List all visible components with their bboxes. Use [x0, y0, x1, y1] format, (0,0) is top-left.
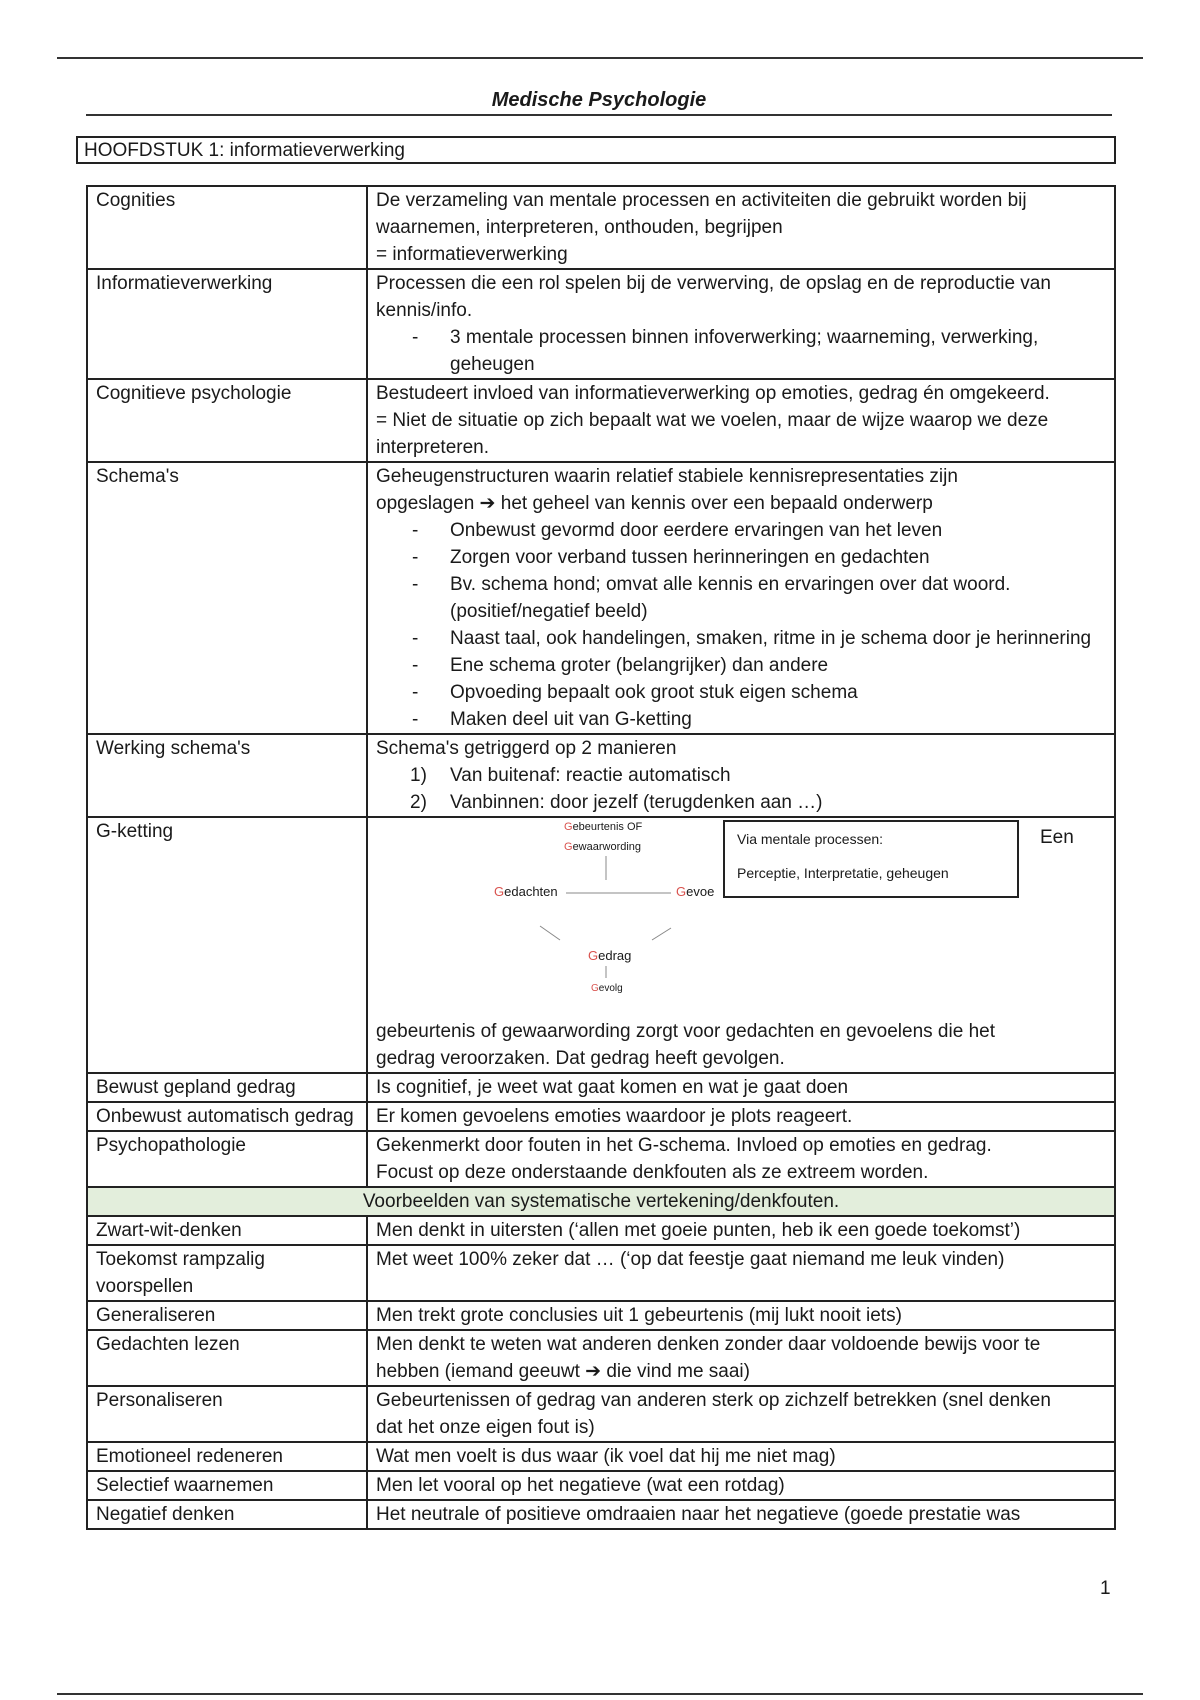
definitions-table [86, 185, 1116, 1530]
diagram-node-gedrag [588, 948, 631, 964]
list-item: - Bv. schema hond; omvat alle kennis en ervaringen over dat woord. (positief/negatief beeld) [450, 571, 1106, 625]
table-row [87, 1330, 1115, 1386]
definition-line: dat het onze eigen fout is) [376, 1417, 595, 1438]
definition-cell: Er komen gevoelens emoties waardoor je plots reageert. [367, 1102, 1115, 1131]
diagram-node-text: edachten [504, 884, 558, 899]
definition-cell: Men trekt grote conclusies uit 1 gebeurtenis (mij lukt nooit iets) [367, 1301, 1115, 1330]
list-item: - 3 mentale processen binnen infoverwerking; waarneming, verwerking, geheugen [450, 324, 1106, 378]
table-row [87, 1073, 1115, 1102]
definition-line: Men denkt te weten wat anderen denken zonder daar voldoende bewijs voor te [376, 1334, 1041, 1355]
definition-line: Geheugenstructuren waarin relatief stabiele kennisrepresentaties zijn [376, 466, 958, 487]
definition-text: hebben (iemand geeuwt [376, 1361, 580, 1382]
term-cell: Selectief waarnemen [87, 1471, 367, 1500]
table-row [87, 186, 1115, 269]
diagram-initial: G [588, 948, 599, 963]
list-number: 1) [410, 765, 427, 786]
definition-cell [367, 269, 1115, 379]
list-item [410, 789, 1106, 816]
table-row [87, 1131, 1115, 1187]
term-cell: Cognities [87, 186, 367, 269]
table-row [87, 734, 1115, 817]
term-cell: G-ketting [87, 817, 367, 1073]
list-item: - Maken deel uit van G-ketting [450, 706, 1106, 733]
term-cell: Cognitieve psychologie [87, 379, 367, 462]
definition-text: opgeslagen [376, 493, 475, 514]
diagram-initial: G [564, 841, 573, 853]
definition-cell [367, 379, 1115, 462]
definition-line: Focust op deze onderstaande denkfouten als ze extreem worden. [376, 1162, 929, 1183]
list-item: - Zorgen voor verband tussen herinneringen en gedachten [450, 544, 1106, 571]
definition-text: Een [1040, 827, 1074, 848]
definition-cell [367, 1386, 1115, 1442]
list-item [410, 762, 1106, 789]
diagram-initial: G [564, 821, 573, 833]
table-row [87, 462, 1115, 734]
table-row [87, 1102, 1115, 1131]
diagram-node-gebeurtenis [564, 820, 642, 834]
table-row [87, 379, 1115, 462]
list-item: - Ene schema groter (belangrijker) dan andere [450, 652, 1106, 679]
diagram-node-gedachten [494, 884, 558, 900]
definition-line: De verzameling van mentale processen en activiteiten die gebruikt worden bij [376, 190, 1027, 211]
definition-line: interpreteren. [376, 437, 490, 458]
arrow-right-icon: ➔ [585, 1361, 602, 1382]
definition-cell: Is cognitief, je weet wat gaat komen en wat je gaat doen [367, 1073, 1115, 1102]
list-number: 2) [410, 792, 427, 813]
term-cell: Informatieverwerking [87, 269, 367, 379]
term-cell: Zwart-wit-denken [87, 1216, 367, 1245]
diagram-initial: G [494, 884, 505, 899]
term-cell: Toekomst rampzalig voorspellen [87, 1245, 367, 1301]
table-row [87, 1386, 1115, 1442]
diagram-node-text: evoe [686, 884, 715, 899]
bottom-rule [57, 1693, 1143, 1695]
definition-cell [367, 186, 1115, 269]
definition-cell: Men denkt in uitersten (‘allen met goeie punten, heb ik een goede toekomst’) [367, 1216, 1115, 1245]
term-cell: Personaliseren [87, 1386, 367, 1442]
table-row [87, 817, 1115, 1073]
g-ketting-diagram [376, 818, 1106, 1018]
table-section-header [87, 1187, 1115, 1216]
term-cell: Generaliseren [87, 1301, 367, 1330]
table-row [87, 1471, 1115, 1500]
diagram-node-text: ewaarwording [572, 841, 642, 853]
page-number: 1 [1100, 1578, 1111, 1599]
definition-line: = Niet de situatie op zich bepaalt wat we voelen, maar de wijze waarop we deze [376, 410, 1049, 431]
term-cell: Bewust gepland gedrag [87, 1073, 367, 1102]
diagram-initial: G [676, 884, 687, 899]
bullet-list [376, 517, 1106, 733]
definition-line: Processen die een rol spelen bij de verwerving, de opslag en de reproductie van [376, 273, 1051, 294]
top-rule [57, 57, 1143, 59]
diagram-node-text: evolg [598, 983, 623, 994]
table-row [87, 1442, 1115, 1471]
definition-text: die vind me saai) [606, 1361, 750, 1382]
table-row [87, 1301, 1115, 1330]
definition-line: Gekenmerkt door fouten in het G-schema. Invloed op emoties en gedrag. [376, 1135, 992, 1156]
mental-processes-textbox [723, 820, 1019, 898]
definition-cell [367, 817, 1115, 1073]
definition-cell [367, 734, 1115, 817]
arrow-right-icon: ➔ [479, 493, 496, 514]
textbox-line: Perceptie, Interpretatie, geheugen [737, 865, 949, 881]
diagram-node-text: ebeurtenis OF [572, 821, 643, 833]
table-row [87, 269, 1115, 379]
definition-line [376, 490, 1106, 517]
textbox-line: Via mentale processen: [737, 831, 884, 847]
definition-cell: Het neutrale of positieve omdraaien naar het negatieve (goede prestatie was [367, 1500, 1115, 1529]
term-cell: Psychopathologie [87, 1131, 367, 1187]
definition-line: Gebeurtenissen of gedrag van anderen sterk op zichzelf betrekken (snel denken [376, 1390, 1051, 1411]
diagram-node-gevolg [591, 982, 623, 996]
definition-line: = informatieverwerking [376, 244, 568, 265]
definition-line: gebeurtenis of gewaarwording zorgt voor gedachten en gevoelens die het [376, 1021, 995, 1042]
table-row [87, 1500, 1115, 1529]
definition-cell [367, 1330, 1115, 1386]
table-row [87, 1216, 1115, 1245]
definition-cell [367, 1131, 1115, 1187]
definition-cell: Met weet 100% zeker dat … (‘op dat feestje gaat niemand me leuk vinden) [367, 1245, 1115, 1301]
term-cell: Werking schema's [87, 734, 367, 817]
section-header-cell: Voorbeelden van systematische vertekening/denkfouten. [87, 1187, 1115, 1216]
term-cell: Negatief denken [87, 1500, 367, 1529]
document-title: Medische Psychologie [86, 86, 1112, 116]
definition-line: waarnemen, interpreteren, onthouden, begrijpen [376, 217, 783, 238]
list-item: - Onbewust gevormd door eerdere ervaringen van het leven [450, 517, 1106, 544]
term-cell: Onbewust automatisch gedrag [87, 1102, 367, 1131]
definition-line: Schema's getriggerd op 2 manieren [376, 738, 677, 759]
definition-cell: Wat men voelt is dus waar (ik voel dat hij me niet mag) [367, 1442, 1115, 1471]
list-item: - Naast taal, ook handelingen, smaken, ritme in je schema door je herinnering [450, 625, 1106, 652]
definition-text: het geheel van kennis over een bepaald onderwerp [500, 493, 933, 514]
term-cell: Gedachten lezen [87, 1330, 367, 1386]
bullet-list [376, 324, 1106, 378]
list-item: - Opvoeding bepaalt ook groot stuk eigen schema [450, 679, 1106, 706]
term-cell: Emotioneel redeneren [87, 1442, 367, 1471]
definition-line [376, 1358, 1106, 1385]
table-row [87, 1245, 1115, 1301]
diagram-node-text: edrag [598, 948, 632, 963]
diagram-node-gevoelens [676, 884, 714, 900]
definition-line: gedrag veroorzaken. Dat gedrag heeft gevolgen. [376, 1048, 785, 1069]
definition-line: Bestudeert invloed van informatieverwerking op emoties, gedrag én omgekeerd. [376, 383, 1050, 404]
diagram-node-gewaarwording [564, 840, 641, 854]
list-item-text: Vanbinnen: door jezelf (terugdenken aan …) [450, 792, 823, 813]
numbered-list [376, 762, 1106, 816]
definition-cell: Men let vooral op het negatieve (wat een rotdag) [367, 1471, 1115, 1500]
chapter-heading: HOOFDSTUK 1: informatieverwerking [76, 136, 1116, 164]
list-item-text: Van buitenaf: reactie automatisch [450, 765, 731, 786]
diagram-initial: G [591, 983, 599, 994]
definition-line: kennis/info. [376, 300, 473, 321]
definition-cell [367, 462, 1115, 734]
term-cell: Schema's [87, 462, 367, 734]
